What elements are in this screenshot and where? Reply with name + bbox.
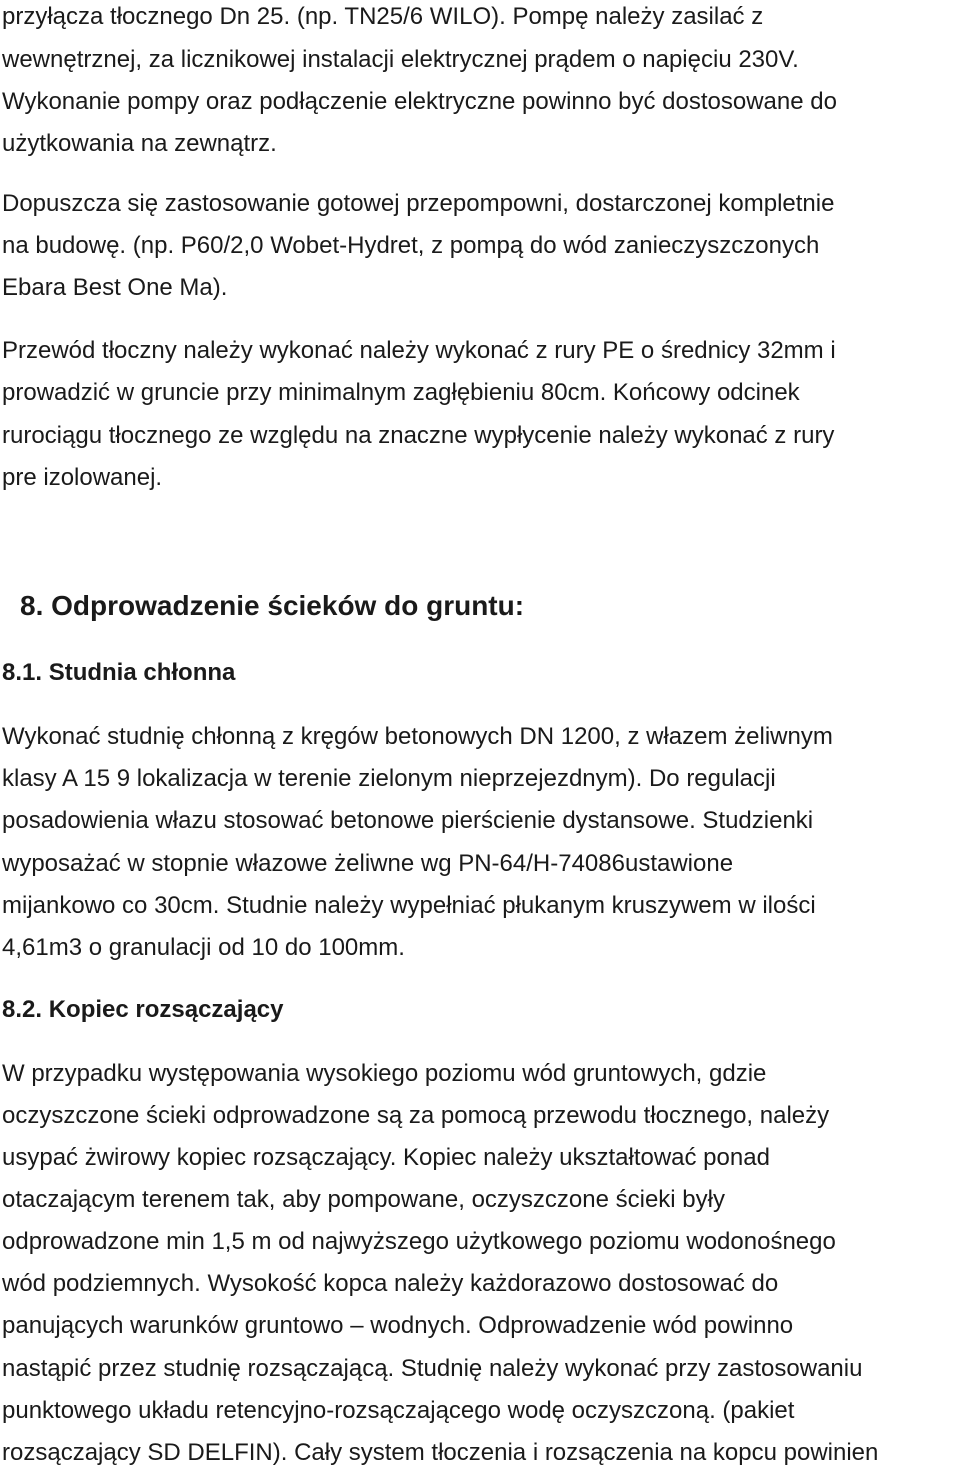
text-line: 4,61m3 o granulacji od 10 do 100mm. <box>2 934 405 961</box>
text-line: rozsączający SD DELFIN). Cały system tłoczenia i rozsączenia na kopcu powinien <box>2 1439 879 1466</box>
text-line: przyłącza tłocznego Dn 25. (np. TN25/6 WILO). Pompę należy zasilać z <box>2 3 764 30</box>
text-line: prowadzić w gruncie przy minimalnym zagłębieniu 80cm. Końcowy odcinek <box>2 379 800 406</box>
text-line: wewnętrznej, za licznikowej instalacji elektrycznej prądem o napięciu 230V. <box>2 46 799 73</box>
text-line: Wykonanie pompy oraz podłączenie elektryczne powinno być dostosowane do <box>2 88 837 115</box>
text-line: odprowadzone min 1,5 m od najwyższego użytkowego poziomu wodonośnego <box>2 1228 836 1255</box>
text-line: W przypadku występowania wysokiego poziomu wód gruntowych, gdzie <box>2 1060 767 1087</box>
text-line: punktowego układu retencyjno-rozsączającego wodę oczyszczoną. (pakiet <box>2 1397 795 1424</box>
section-heading: 8. Odprowadzenie ścieków do gruntu: <box>20 590 525 621</box>
text-line: oczyszczone ścieki odprowadzone są za pomocą przewodu tłocznego, należy <box>2 1102 830 1129</box>
text-line: Ebara Best One Ma). <box>2 274 228 301</box>
text-line: wód podziemnych. Wysokość kopca należy każdorazowo dostosować do <box>2 1270 779 1297</box>
text-line: klasy A 15 9 lokalizacja w terenie zielonym nieprzejezdnym). Do regulacji <box>2 765 776 792</box>
text-line: pre izolowanej. <box>2 464 163 491</box>
text-line: użytkowania na zewnątrz. <box>2 130 277 157</box>
text-line: posadowienia włazu stosować betonowe pierścienie dystansowe. Studzienki <box>2 807 814 834</box>
text-line: Przewód tłoczny należy wykonać należy wykonać z rury PE o średnicy 32mm i <box>2 337 836 364</box>
text-line: otaczającym terenem tak, aby pompowane, oczyszczone ścieki były <box>2 1186 725 1213</box>
text-line: Wykonać studnię chłonną z kręgów betonowych DN 1200, z włazem żeliwnym <box>2 723 833 750</box>
text-line: mijankowo co 30cm. Studnie należy wypełniać płukanym kruszywem w ilości <box>2 892 816 919</box>
text-line: Dopuszcza się zastosowanie gotowej przepompowni, dostarczonej kompletnie <box>2 190 835 217</box>
text-line: wyposażać w stopnie włazowe żeliwne wg PN-64/H-74086ustawione <box>2 850 734 877</box>
subsection-heading: 8.2. Kopiec rozsączający <box>2 996 284 1023</box>
text-line: nastąpić przez studnię rozsączającą. Studnię należy wykonać przy zastosowaniu <box>2 1355 863 1382</box>
text-line: usypać żwirowy kopiec rozsączający. Kopiec należy ukształtować ponad <box>2 1144 770 1171</box>
text-line: na budowę. (np. P60/2,0 Wobet-Hydret, z pompą do wód zanieczyszczonych <box>2 232 820 259</box>
text-line: panujących warunków gruntowo – wodnych. Odprowadzenie wód powinno <box>2 1312 794 1339</box>
text-line: rurociągu tłocznego ze względu na znaczne wypłycenie należy wykonać z rury <box>2 422 835 449</box>
subsection-heading: 8.1. Studnia chłonna <box>2 659 236 686</box>
